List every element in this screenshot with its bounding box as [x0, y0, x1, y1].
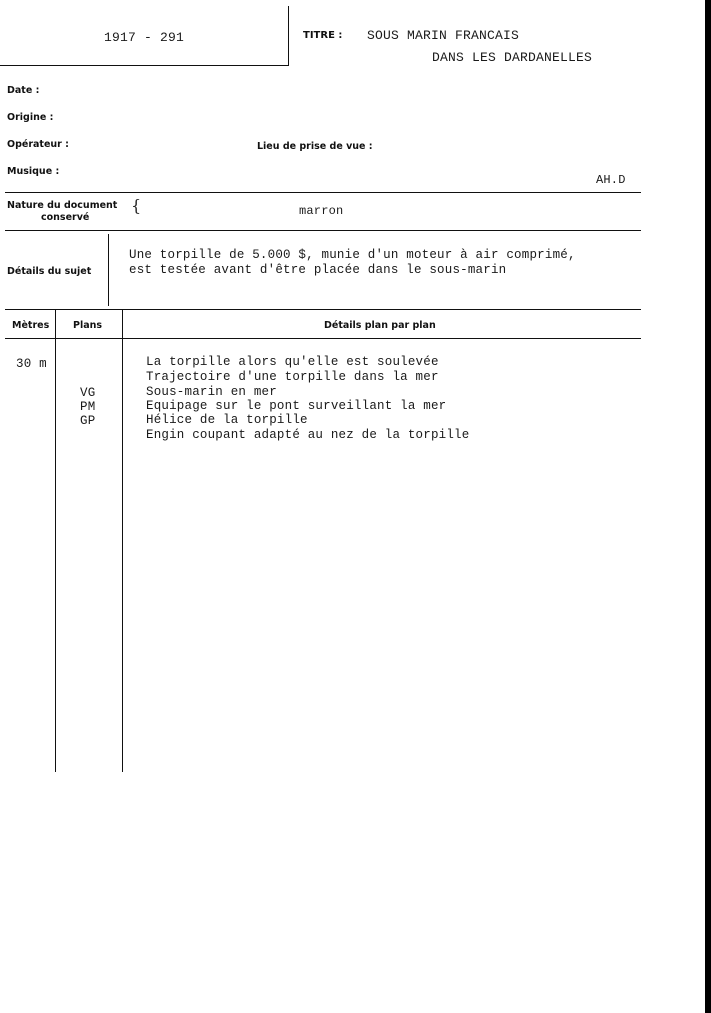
origine-label: Origine :: [7, 112, 54, 123]
details-sujet-line-2: est testée avant d'être placée dans le sous-marin: [129, 263, 507, 277]
details-brace-line: [108, 234, 109, 306]
detail-cell: La torpille alors qu'elle est soulevée: [146, 355, 439, 369]
detail-cell: Hélice de la torpille: [146, 413, 308, 427]
scan-edge: [705, 0, 711, 1013]
nature-label-line-2: conservé: [41, 212, 90, 223]
plan-cell: PM: [80, 400, 96, 414]
rule-above-nature: [5, 192, 641, 193]
column-divider-1: [55, 310, 56, 772]
table-header-rule: [5, 338, 641, 339]
brace-icon: {: [131, 196, 142, 215]
plan-cell: GP: [80, 414, 96, 428]
col-plans-header: Plans: [73, 320, 103, 331]
initials: AH.D: [596, 173, 626, 187]
col-details-header: Détails plan par plan: [324, 320, 436, 331]
plan-cell: VG: [80, 386, 96, 400]
detail-cell: Sous-marin en mer: [146, 385, 277, 399]
titre-label: TITRE :: [303, 30, 343, 41]
nature-label-line-1: Nature du document: [7, 200, 118, 211]
details-sujet-label: Détails du sujet: [7, 266, 92, 277]
column-divider-2: [122, 310, 123, 772]
details-sujet-line-1: Une torpille de 5.000 $, munie d'un moteur à air comprimé,: [129, 248, 576, 262]
col-metres-header: Mètres: [12, 320, 50, 331]
nature-value: marron: [299, 204, 344, 218]
operateur-label: Opérateur :: [7, 139, 69, 150]
rule-above-table: [5, 309, 641, 310]
date-label: Date :: [7, 85, 40, 96]
header-divider: [288, 6, 289, 66]
title-line-2: DANS LES DARDANELLES: [432, 50, 593, 65]
rule-above-details: [5, 230, 641, 231]
lieu-label: Lieu de prise de vue :: [257, 141, 373, 152]
detail-cell: Trajectoire d'une torpille dans la mer: [146, 370, 439, 384]
metres-value: 30 m: [16, 357, 47, 371]
reference-number: 1917 - 291: [104, 30, 185, 45]
detail-cell: Engin coupant adapté au nez de la torpille: [146, 428, 470, 442]
musique-label: Musique :: [7, 166, 60, 177]
title-line-1: SOUS MARIN FRANCAIS: [367, 28, 520, 43]
detail-cell: Equipage sur le pont surveillant la mer: [146, 399, 447, 413]
header-underline: [0, 65, 289, 66]
